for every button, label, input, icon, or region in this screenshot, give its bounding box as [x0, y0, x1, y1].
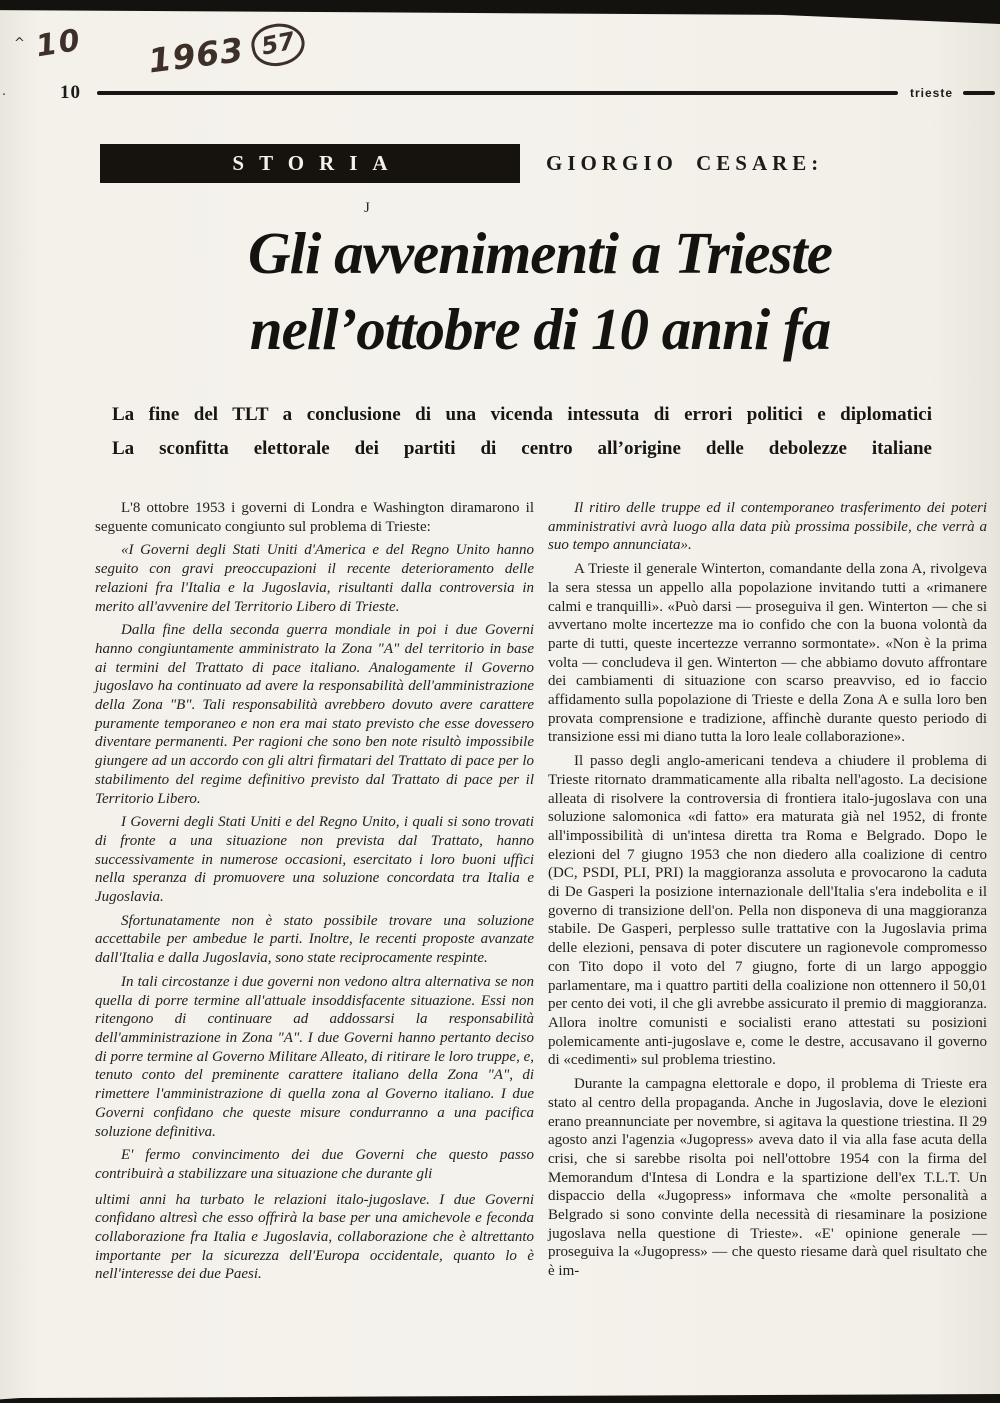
handwritten-year-annotation	[146, 21, 307, 82]
article-paragraph: Dalla fine della seconda guerra mondiale in poi i due Governi hanno congiuntamente amministrato la Zona "A" del territorio in base ai termini del Trattato di pace italiano. Analogamente il Governo jugoslavo ha continuato ad avere la responsabilità dell'amministrazione della Zona "B". Tali responsabilità avrebbero dovuto avere carattere puramente temporaneo e non era mai stato previsto che esse dovessero diventare permanenti. Per ragioni che sono ben note risultò impossibile giungere ad un accordo con gli altri firmatari del Trattato di pace per lo stabilimento del regime definitivo previsto dal Trattato di pace per il Territorio Libero.	[95, 622, 534, 807]
article-title	[95, 215, 985, 367]
article-deck	[112, 398, 932, 466]
article-paragraph: E' fermo convincimento dei due Governi che questo passo contribuirà a stabilizzare una situazione che durante gli	[95, 1147, 534, 1182]
scan-artifact: ·	[2, 88, 7, 103]
article-paragraph: Il ritiro delle truppe ed il contemporaneo trasferimento dei poteri amministrativi avrà luogo alla data più prossima possibile, che verrà a suo tempo annunciata».	[548, 500, 987, 554]
article-title-line2: nell’ottobre di 10 anni fa	[249, 296, 831, 362]
article-body	[95, 499, 987, 1289]
handwritten-circled-number: 57	[248, 19, 308, 70]
masthead-rule-short	[963, 91, 995, 95]
deck-line2: La sconfitta elettorale dei partiti di centro all’origine delle debolezze italiane	[112, 438, 932, 459]
handwritten-year: 1963	[146, 29, 247, 80]
article-paragraph: «I Governi degli Stati Uniti d'America e del Regno Unito hanno seguito con gravi preoccupazioni il recente deterioramento delle relazioni fra l'Italia e la Jugoslavia, risultanti dalla controversia in merito all'avvenire del Territorio Libero di Trieste.	[95, 542, 534, 615]
article-paragraph: ultimi anni ha turbato le relazioni italo-jugoslave. I due Governi confidano altresì che esso offrirà la base per una amichevole e feconda collaborazione fra Italia e Jugoslavia, collaborazione che è altrettanto importante per la sicurezza dell'Europa occidentale, quanto lo è nell'interesse dei due Paesi.	[95, 1191, 534, 1283]
article-column-left	[95, 499, 534, 1289]
scan-bottom-edge	[0, 1394, 1000, 1403]
scan-artifact: ^	[14, 36, 25, 51]
magazine-name: trieste	[909, 86, 953, 100]
article-column-right	[548, 499, 987, 1289]
author-byline: GIORGIO CESARE:	[546, 151, 824, 175]
article-paragraph: Sfortunatamente non è stato possibile trovare una soluzione accettabile per ambedue le parti. Inoltre, le recenti proposte avanzate dall'Italia e dalla Jugoslavia, sono state reciprocamente respinte.	[95, 912, 534, 967]
article-paragraph: L'8 ottobre 1953 i governi di Londra e Washington diramarono il seguente comunicato congiunto sul problema di Trieste:	[95, 500, 534, 535]
article-paragraph: Il passo degli anglo-americani tendeva a chiudere il problema di Trieste ritornato drammaticamente alla ribalta nell'agosto. La decisione alleata di risolvere la controversia di frontiera italo-jugoslava con una soluzione salomonica «di fatto» era maturata già nel 1952, di fronte all'impossibilità di un'intesa diretta tra Roma e Belgrado. Dopo le elezioni del 7 giugno 1953 che non diedero alla coalizione di centro (DC, PSDI, PLI, PRI) la maggioranza assoluta e provocarono la caduta di De Gasperi la posizione internazionale dell'Italia s'era indebolita e il governo di transizione dell'on. Pella non disponeva di una maggioranza stabile. De Gasperi, perplesso sulle trattative con la Jugoslavia prima delle elezioni, pensava di poter discutere un ragionevole compromesso con Tito dopo il voto del 7 giugno, forte di un largo appoggio parlamentare, ma i quattro partiti della coalizione non ottennero il 50,01 per cento dei voti, il che gli avrebbe assicurato il premio di maggioranza. Allora inoltre comunisti e socialisti erano attestati su posizioni polemicamente anti-jugoslave e, come le destre, accusavano il governo di «cedimenti» sul problema triestino.	[548, 753, 987, 1069]
article-paragraph: Durante la campagna elettorale e dopo, il problema di Trieste era stato al centro della propaganda. Anche in Jugoslavia, dove le elezioni erano preannunciate per novembre, si agitava la questione triestina. Il 29 agosto anzi l'agenzia «Jugopress» aveva dato il via alla fase acuta della crisi, che si sarebbe risolta poi nell'ottobre 1954 con la firma del Memorandum d'Intesa di Londra e la spartizione dell'ex T.L.T. Un dispaccio della «Jugopress» informava che «molte personalità a Belgrado si sono convinte della necessità di riesaminare la posizione jugoslava nella questione di Trieste». «E' opinione generale — proseguiva la «Jugopress» — che questo riesame darà quel risultato che è im-	[548, 1076, 987, 1280]
masthead-rule	[97, 91, 898, 95]
page-number: 10	[60, 82, 81, 103]
article-kicker	[100, 144, 985, 183]
article-title-line1: Gli avvenimenti a Trieste	[247, 220, 832, 286]
section-label: STORIA	[232, 151, 403, 175]
deck-line1: La fine del TLT a conclusione di una vicenda intessuta di errori politici e diplomatici	[112, 404, 932, 425]
handwritten-archive-number: 10	[33, 22, 85, 65]
scan-top-edge	[0, 0, 1000, 24]
masthead	[60, 82, 995, 104]
scan-stray-mark: J	[364, 200, 370, 216]
article-paragraph: A Trieste il generale Winterton, comandante della zona A, rivolgeva la sera stessa un appello alla popolazione invitando tutti a «rimanere calmi e tranquilli». «Può darsi — proseguiva il gen. Winterton — che si avvertano molte incertezze ma io confido che con la buona volontà da parte di tutti, queste incertezze verranno sormontate». «Non è la prima volta — concludeva il gen. Winterton — che abbiamo dovuto affrontare dei cambiamenti di situazione con scarso preavviso, ed io faccio affidamento sulla popolazione di Trieste e della Zona A e sulla loro ben provata comprensione e tradizione, affinchè durante questo periodo di transizione essi mi diano tutta la loro leale collaborazione».	[548, 561, 987, 746]
article-paragraph: In tali circostanze i due governi non vedono altra alternativa se non quella di porre termine all'attuale insoddisfacente situazione. Essi non ritengono di continuare ad addossarsi la responsabilità dell'amministrazione in Zona "A". I due Governi hanno pertanto deciso di porre termine al Governo Militare Alleato, di ritirare le loro truppe, e, tenuto conto del preminente carattere italiano della Zona "A", di rimettere l'amministrazione di quella zona al Governo italiano. I due Governi confidano che queste misure condurranno a una pacifica soluzione definitiva.	[95, 973, 534, 1140]
article-paragraph: I Governi degli Stati Uniti e del Regno Unito, i quali si sono trovati di fronte a una situazione non prevista dal Trattato, hanno successivamente in numerose occasioni, esercitato i loro buoni uffici nella speranza di promuovere una soluzione concordata tra Italia e Jugoslavia.	[95, 814, 534, 906]
section-label-bar	[100, 144, 520, 183]
